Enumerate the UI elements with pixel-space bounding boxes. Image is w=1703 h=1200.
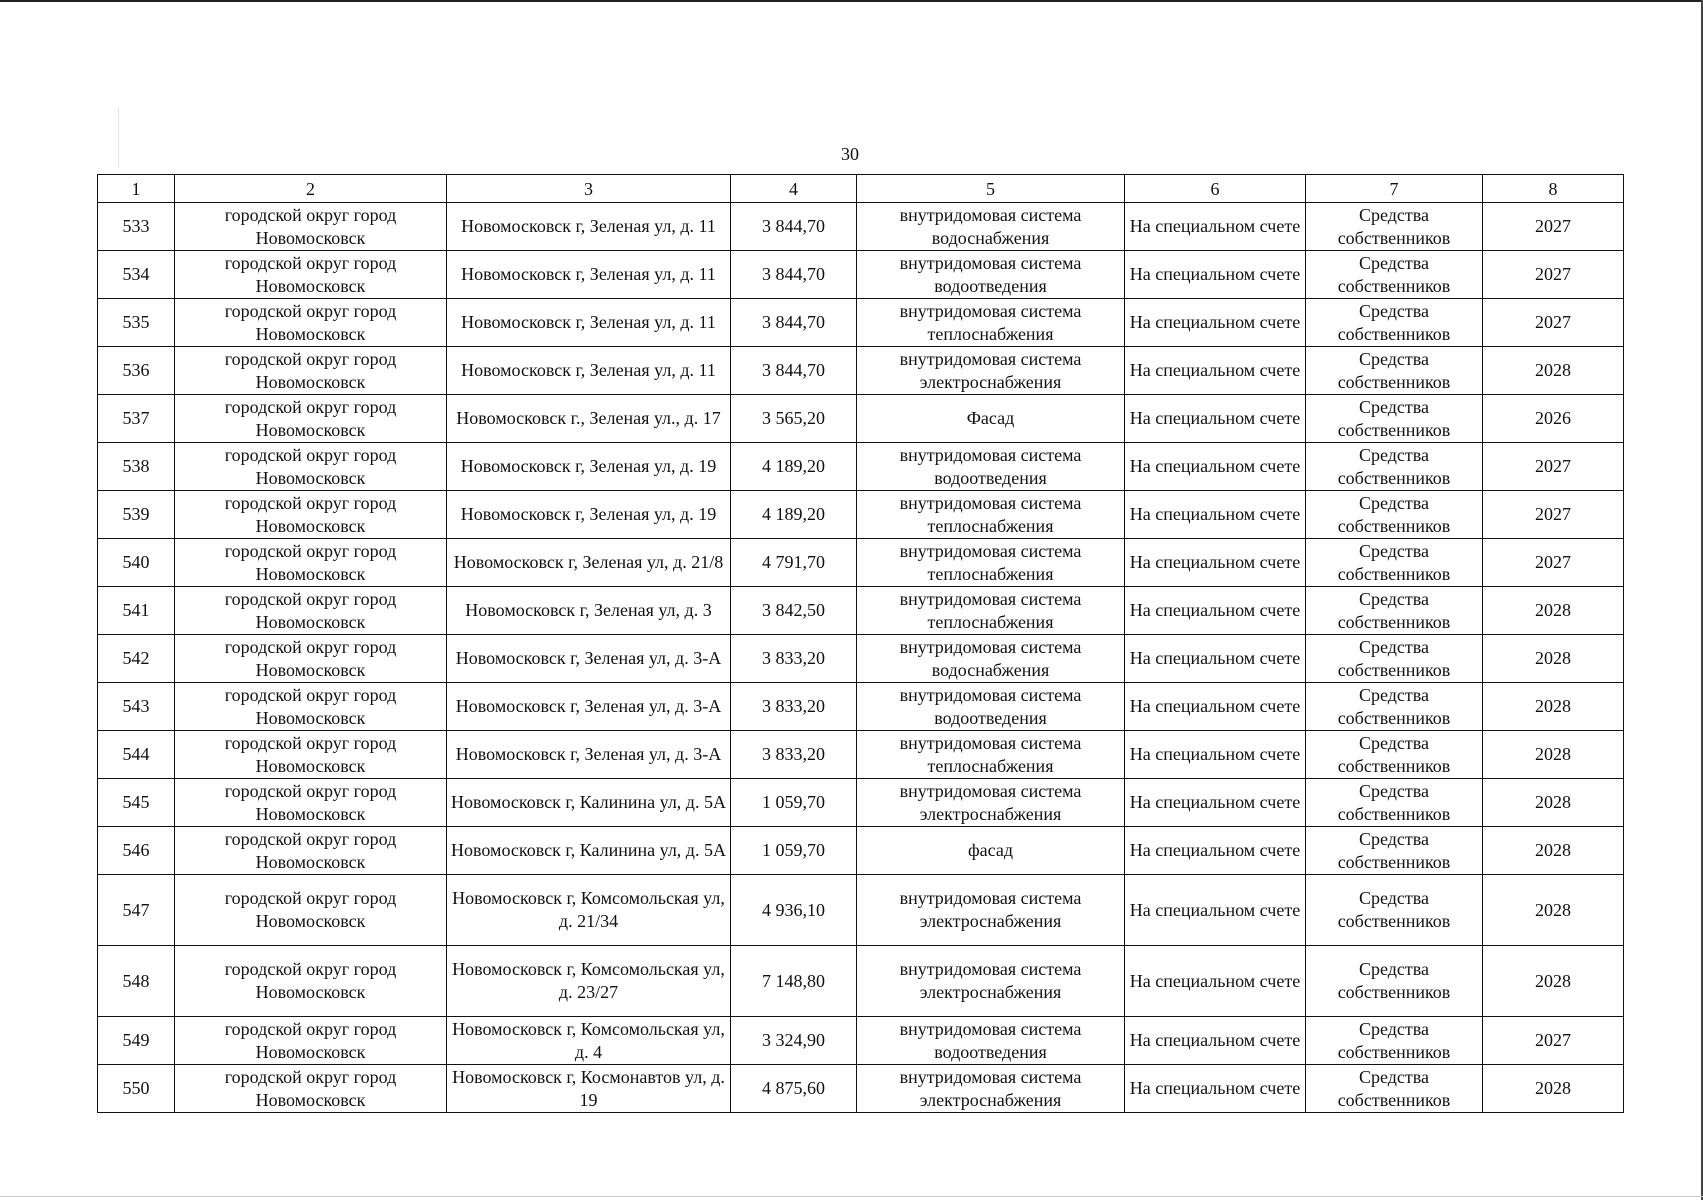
work-type-cell: внутридомовая система теплоснабжения <box>857 539 1125 587</box>
funding-source-cell: Средства собственников <box>1306 827 1483 875</box>
fund-method-cell: На специальном счете <box>1125 443 1306 491</box>
funding-source-cell: Средства собственников <box>1306 946 1483 1017</box>
area-cell: 3 833,20 <box>731 635 857 683</box>
area-cell: 3 833,20 <box>731 683 857 731</box>
area-cell: 4 936,10 <box>731 875 857 946</box>
fund-method-cell: На специальном счете <box>1125 779 1306 827</box>
funding-source-cell: Средства собственников <box>1306 491 1483 539</box>
table-row <box>98 779 1624 827</box>
table-row <box>98 827 1624 875</box>
municipality-cell: городской округ город Новомосковск <box>175 347 447 395</box>
area-cell: 3 844,70 <box>731 203 857 251</box>
work-type-cell: внутридомовая система водоснабжения <box>857 203 1125 251</box>
row-number-cell: 545 <box>98 779 175 827</box>
area-cell: 7 148,80 <box>731 946 857 1017</box>
fund-method-cell: На специальном счете <box>1125 946 1306 1017</box>
address-cell: Новомосковск г, Зеленая ул, д. 11 <box>447 299 731 347</box>
row-number-cell: 547 <box>98 875 175 946</box>
municipality-cell: городской округ город Новомосковск <box>175 299 447 347</box>
fund-method-cell: На специальном счете <box>1125 251 1306 299</box>
row-number-cell: 550 <box>98 1065 175 1113</box>
row-number-cell: 539 <box>98 491 175 539</box>
fund-method-cell: На специальном счете <box>1125 347 1306 395</box>
address-cell: Новомосковск г, Зеленая ул, д. 19 <box>447 443 731 491</box>
work-type-cell: внутридомовая система водоотведения <box>857 1017 1125 1065</box>
municipality-cell: городской округ город Новомосковск <box>175 779 447 827</box>
row-number-cell: 542 <box>98 635 175 683</box>
capital-repair-table <box>97 174 1624 1113</box>
fund-method-cell: На специальном счете <box>1125 875 1306 946</box>
year-cell: 2028 <box>1483 875 1624 946</box>
header-col-4: 4 <box>731 175 857 203</box>
year-cell: 2026 <box>1483 395 1624 443</box>
fund-method-cell: На специальном счете <box>1125 731 1306 779</box>
address-cell: Новомосковск г, Зеленая ул, д. 21/8 <box>447 539 731 587</box>
year-cell: 2027 <box>1483 443 1624 491</box>
fund-method-cell: На специальном счете <box>1125 299 1306 347</box>
year-cell: 2028 <box>1483 1065 1624 1113</box>
page-number: 30 <box>841 144 859 164</box>
municipality-cell: городской округ город Новомосковск <box>175 587 447 635</box>
address-cell: Новомосковск г., Зеленая ул., д. 17 <box>447 395 731 443</box>
funding-source-cell: Средства собственников <box>1306 1065 1483 1113</box>
work-type-cell: внутридомовая система теплоснабжения <box>857 731 1125 779</box>
row-number-cell: 540 <box>98 539 175 587</box>
row-number-cell: 537 <box>98 395 175 443</box>
funding-source-cell: Средства собственников <box>1306 587 1483 635</box>
row-number-cell: 536 <box>98 347 175 395</box>
year-cell: 2028 <box>1483 587 1624 635</box>
year-cell: 2027 <box>1483 251 1624 299</box>
table-row <box>98 1017 1624 1065</box>
work-type-cell: внутридомовая система электроснабжения <box>857 946 1125 1017</box>
year-cell: 2028 <box>1483 946 1624 1017</box>
table-row <box>98 635 1624 683</box>
area-cell: 3 833,20 <box>731 731 857 779</box>
municipality-cell: городской округ город Новомосковск <box>175 1065 447 1113</box>
municipality-cell: городской округ город Новомосковск <box>175 491 447 539</box>
fund-method-cell: На специальном счете <box>1125 491 1306 539</box>
row-number-cell: 538 <box>98 443 175 491</box>
row-number-cell: 546 <box>98 827 175 875</box>
municipality-cell: городской округ город Новомосковск <box>175 827 447 875</box>
table-row <box>98 587 1624 635</box>
fund-method-cell: На специальном счете <box>1125 203 1306 251</box>
municipality-cell: городской округ город Новомосковск <box>175 635 447 683</box>
funding-source-cell: Средства собственников <box>1306 1017 1483 1065</box>
row-number-cell: 533 <box>98 203 175 251</box>
table-body <box>98 175 1624 1113</box>
table-row <box>98 251 1624 299</box>
funding-source-cell: Средства собственников <box>1306 683 1483 731</box>
area-cell: 3 324,90 <box>731 1017 857 1065</box>
table-row <box>98 539 1624 587</box>
year-cell: 2028 <box>1483 635 1624 683</box>
funding-source-cell: Средства собственников <box>1306 443 1483 491</box>
table-row <box>98 203 1624 251</box>
scan-top-edge <box>0 0 1703 2</box>
address-cell: Новомосковск г, Космонавтов ул, д. 19 <box>447 1065 731 1113</box>
table-row <box>98 1065 1624 1113</box>
fund-method-cell: На специальном счете <box>1125 395 1306 443</box>
funding-source-cell: Средства собственников <box>1306 635 1483 683</box>
year-cell: 2027 <box>1483 299 1624 347</box>
address-cell: Новомосковск г, Калинина ул, д. 5А <box>447 827 731 875</box>
area-cell: 3 844,70 <box>731 251 857 299</box>
funding-source-cell: Средства собственников <box>1306 299 1483 347</box>
funding-source-cell: Средства собственников <box>1306 395 1483 443</box>
area-cell: 4 791,70 <box>731 539 857 587</box>
address-cell: Новомосковск г, Зеленая ул, д. 11 <box>447 251 731 299</box>
scan-bottom-edge <box>0 1196 1703 1197</box>
address-cell: Новомосковск г, Зеленая ул, д. 11 <box>447 347 731 395</box>
work-type-cell: внутридомовая система теплоснабжения <box>857 491 1125 539</box>
year-cell: 2028 <box>1483 779 1624 827</box>
work-type-cell: внутридомовая система электроснабжения <box>857 347 1125 395</box>
area-cell: 3 844,70 <box>731 299 857 347</box>
funding-source-cell: Средства собственников <box>1306 251 1483 299</box>
year-cell: 2028 <box>1483 827 1624 875</box>
municipality-cell: городской округ город Новомосковск <box>175 203 447 251</box>
table-row <box>98 946 1624 1017</box>
municipality-cell: городской округ город Новомосковск <box>175 251 447 299</box>
header-col-7: 7 <box>1306 175 1483 203</box>
work-type-cell: внутридомовая система водоотведения <box>857 683 1125 731</box>
area-cell: 4 875,60 <box>731 1065 857 1113</box>
year-cell: 2027 <box>1483 491 1624 539</box>
work-type-cell: фасад <box>857 827 1125 875</box>
address-cell: Новомосковск г, Зеленая ул, д. 3 <box>447 587 731 635</box>
area-cell: 3 842,50 <box>731 587 857 635</box>
address-cell: Новомосковск г, Калинина ул, д. 5А <box>447 779 731 827</box>
table-row <box>98 731 1624 779</box>
address-cell: Новомосковск г, Зеленая ул, д. 19 <box>447 491 731 539</box>
work-type-cell: внутридомовая система электроснабжения <box>857 779 1125 827</box>
work-type-cell: внутридомовая система теплоснабжения <box>857 587 1125 635</box>
row-number-cell: 535 <box>98 299 175 347</box>
area-cell: 3 565,20 <box>731 395 857 443</box>
row-number-cell: 544 <box>98 731 175 779</box>
municipality-cell: городской округ город Новомосковск <box>175 946 447 1017</box>
municipality-cell: городской округ город Новомосковск <box>175 395 447 443</box>
work-type-cell: внутридомовая система водоотведения <box>857 251 1125 299</box>
header-col-5: 5 <box>857 175 1125 203</box>
funding-source-cell: Средства собственников <box>1306 779 1483 827</box>
fund-method-cell: На специальном счете <box>1125 539 1306 587</box>
address-cell: Новомосковск г, Зеленая ул, д. 3-А <box>447 635 731 683</box>
municipality-cell: городской округ город Новомосковск <box>175 731 447 779</box>
fund-method-cell: На специальном счете <box>1125 1017 1306 1065</box>
municipality-cell: городской округ город Новомосковск <box>175 539 447 587</box>
year-cell: 2028 <box>1483 731 1624 779</box>
table-row <box>98 491 1624 539</box>
fund-method-cell: На специальном счете <box>1125 587 1306 635</box>
year-cell: 2027 <box>1483 1017 1624 1065</box>
header-col-2: 2 <box>175 175 447 203</box>
header-col-3: 3 <box>447 175 731 203</box>
address-cell: Новомосковск г, Комсомольская ул, д. 4 <box>447 1017 731 1065</box>
row-number-cell: 534 <box>98 251 175 299</box>
fund-method-cell: На специальном счете <box>1125 1065 1306 1113</box>
work-type-cell: внутридомовая система водоснабжения <box>857 635 1125 683</box>
funding-source-cell: Средства собственников <box>1306 539 1483 587</box>
year-cell: 2028 <box>1483 347 1624 395</box>
funding-source-cell: Средства собственников <box>1306 203 1483 251</box>
municipality-cell: городской округ город Новомосковск <box>175 875 447 946</box>
year-cell: 2028 <box>1483 683 1624 731</box>
area-cell: 4 189,20 <box>731 491 857 539</box>
work-type-cell: внутридомовая система теплоснабжения <box>857 299 1125 347</box>
year-cell: 2027 <box>1483 539 1624 587</box>
address-cell: Новомосковск г, Комсомольская ул, д. 23/27 <box>447 946 731 1017</box>
table-row <box>98 299 1624 347</box>
address-cell: Новомосковск г, Зеленая ул, д. 11 <box>447 203 731 251</box>
work-type-cell: Фасад <box>857 395 1125 443</box>
header-col-1: 1 <box>98 175 175 203</box>
address-cell: Новомосковск г, Комсомольская ул, д. 21/34 <box>447 875 731 946</box>
work-type-cell: внутридомовая система электроснабжения <box>857 1065 1125 1113</box>
funding-source-cell: Средства собственников <box>1306 875 1483 946</box>
row-number-cell: 543 <box>98 683 175 731</box>
row-number-cell: 541 <box>98 587 175 635</box>
table-row <box>98 443 1624 491</box>
header-col-6: 6 <box>1125 175 1306 203</box>
fund-method-cell: На специальном счете <box>1125 827 1306 875</box>
work-type-cell: внутридомовая система электроснабжения <box>857 875 1125 946</box>
work-type-cell: внутридомовая система водоотведения <box>857 443 1125 491</box>
table-row <box>98 683 1624 731</box>
address-cell: Новомосковск г, Зеленая ул, д. 3-А <box>447 683 731 731</box>
year-cell: 2027 <box>1483 203 1624 251</box>
area-cell: 4 189,20 <box>731 443 857 491</box>
table-row <box>98 875 1624 946</box>
municipality-cell: городской округ город Новомосковск <box>175 1017 447 1065</box>
scan-artifact <box>118 108 141 168</box>
table-header-row <box>98 175 1624 203</box>
municipality-cell: городской округ город Новомосковск <box>175 683 447 731</box>
municipality-cell: городской округ город Новомосковск <box>175 443 447 491</box>
table-row <box>98 347 1624 395</box>
fund-method-cell: На специальном счете <box>1125 683 1306 731</box>
funding-source-cell: Средства собственников <box>1306 347 1483 395</box>
fund-method-cell: На специальном счете <box>1125 635 1306 683</box>
area-cell: 1 059,70 <box>731 827 857 875</box>
address-cell: Новомосковск г, Зеленая ул, д. 3-А <box>447 731 731 779</box>
funding-source-cell: Средства собственников <box>1306 731 1483 779</box>
area-cell: 1 059,70 <box>731 779 857 827</box>
header-col-8: 8 <box>1483 175 1624 203</box>
area-cell: 3 844,70 <box>731 347 857 395</box>
row-number-cell: 548 <box>98 946 175 1017</box>
row-number-cell: 549 <box>98 1017 175 1065</box>
table-row <box>98 395 1624 443</box>
